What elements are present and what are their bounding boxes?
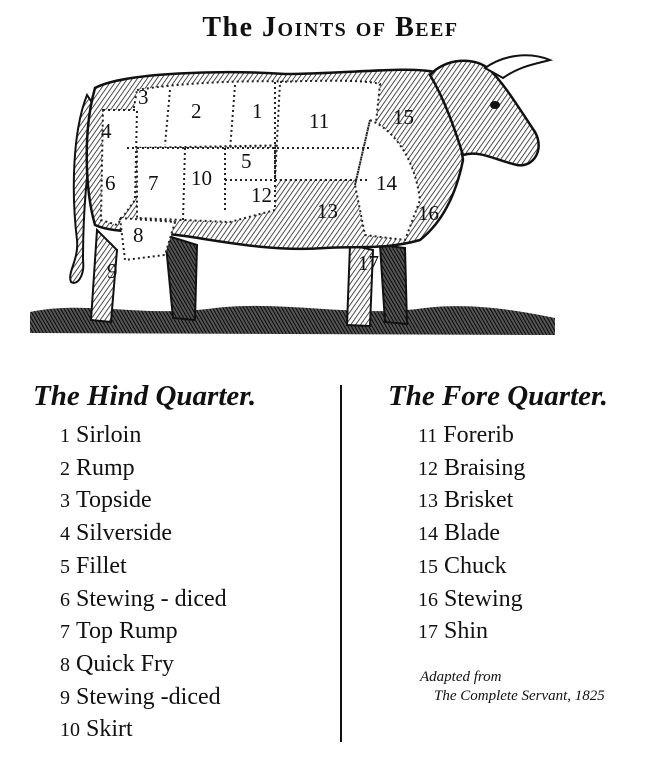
- list-item: [60, 714, 227, 747]
- region-label-6: 6: [105, 171, 116, 195]
- cut-number: 12: [418, 457, 438, 480]
- title-prefix: The: [202, 12, 254, 43]
- cut-number: 15: [418, 555, 438, 578]
- fore-quarter-heading: The Fore Quarter.: [388, 380, 608, 412]
- list-item: [60, 649, 227, 682]
- page-title: [0, 12, 661, 44]
- list-item: [60, 682, 227, 715]
- list-item: [418, 616, 525, 649]
- cut-number: 16: [418, 588, 438, 611]
- cut-name: Topside: [76, 487, 152, 514]
- list-item: [60, 584, 227, 617]
- cut-name: Stewing -diced: [76, 683, 221, 710]
- fore-quarter-list: [418, 420, 525, 649]
- cut-number: 7: [60, 621, 70, 644]
- list-item: [418, 485, 525, 518]
- region-label-11: 11: [309, 109, 330, 133]
- region-label-9: 9: [107, 259, 118, 283]
- region-label-16: 16: [418, 201, 439, 225]
- cut-name: Chuck: [444, 552, 507, 579]
- cut-number: 13: [418, 490, 438, 513]
- cut-name: Silverside: [76, 520, 172, 547]
- cut-name: Skirt: [86, 716, 133, 743]
- cut-number: 3: [60, 490, 70, 513]
- cut-name: Braising: [444, 454, 526, 481]
- list-item: [418, 584, 525, 617]
- cut-number: 14: [418, 523, 438, 546]
- list-item: [60, 485, 227, 518]
- cut-name: Shin: [444, 618, 489, 645]
- hind-leg-front: [165, 235, 197, 320]
- cut-number: 1: [60, 425, 70, 447]
- cut-number: 6: [60, 588, 70, 611]
- hind-quarter-heading: The Hind Quarter.: [33, 380, 257, 412]
- region-label-1: 1: [252, 99, 263, 123]
- region-label-3: 3: [138, 85, 149, 109]
- region-label-17: 17: [358, 251, 379, 275]
- column-divider: [340, 385, 342, 742]
- list-item: [418, 518, 525, 551]
- credit-line-1: Adapted from: [420, 669, 502, 685]
- list-item: [60, 453, 227, 486]
- source-credit: [420, 668, 605, 706]
- cut-name: Brisket: [444, 487, 514, 514]
- region-label-2: 2: [191, 99, 202, 123]
- list-item: [60, 420, 227, 453]
- credit-line-2: The Complete Servant, 1825: [434, 688, 605, 704]
- region-label-8: 8: [133, 223, 144, 247]
- region-label-5: 5: [241, 149, 252, 173]
- cut-name: Fillet: [76, 552, 127, 579]
- cut-name: Stewing - diced: [76, 585, 227, 612]
- list-item: [418, 551, 525, 584]
- cut-name: Quick Fry: [76, 650, 174, 677]
- region-label-10: 10: [191, 166, 212, 190]
- region-label-4: 4: [101, 119, 112, 143]
- region-label-14: 14: [376, 171, 397, 195]
- beef-cut-diagram: [25, 50, 565, 350]
- list-item: [418, 453, 525, 486]
- fore-leg-front: [380, 245, 407, 324]
- list-item: [60, 518, 227, 551]
- cut-name: Top Rump: [76, 618, 178, 645]
- region-label-15: 15: [393, 105, 414, 129]
- cut-name: Stewing: [444, 585, 523, 612]
- title-main: Joints of Beef: [262, 12, 459, 43]
- cut-number: 8: [60, 653, 70, 676]
- region-label-12: 12: [251, 183, 272, 207]
- cut-name: Blade: [444, 520, 500, 547]
- cut-number: 4: [60, 523, 70, 546]
- list-item: [60, 551, 227, 584]
- region-label-7: 7: [148, 171, 159, 195]
- cut-number: 2: [60, 457, 70, 480]
- cut-number: 10: [60, 719, 80, 742]
- eye: [490, 101, 500, 109]
- list-item: [60, 616, 227, 649]
- cut-number: 17: [418, 621, 438, 644]
- hind-quarter-list: [60, 420, 227, 747]
- list-item: [418, 420, 525, 453]
- cut-name: Sirloin: [76, 422, 142, 448]
- cut-number: 9: [60, 686, 70, 709]
- cut-name: Rump: [76, 454, 135, 481]
- region-label-13: 13: [317, 199, 338, 223]
- cut-number: 5: [60, 555, 70, 578]
- cut-name: Forerib: [443, 422, 514, 448]
- cut-number: 11: [418, 425, 438, 447]
